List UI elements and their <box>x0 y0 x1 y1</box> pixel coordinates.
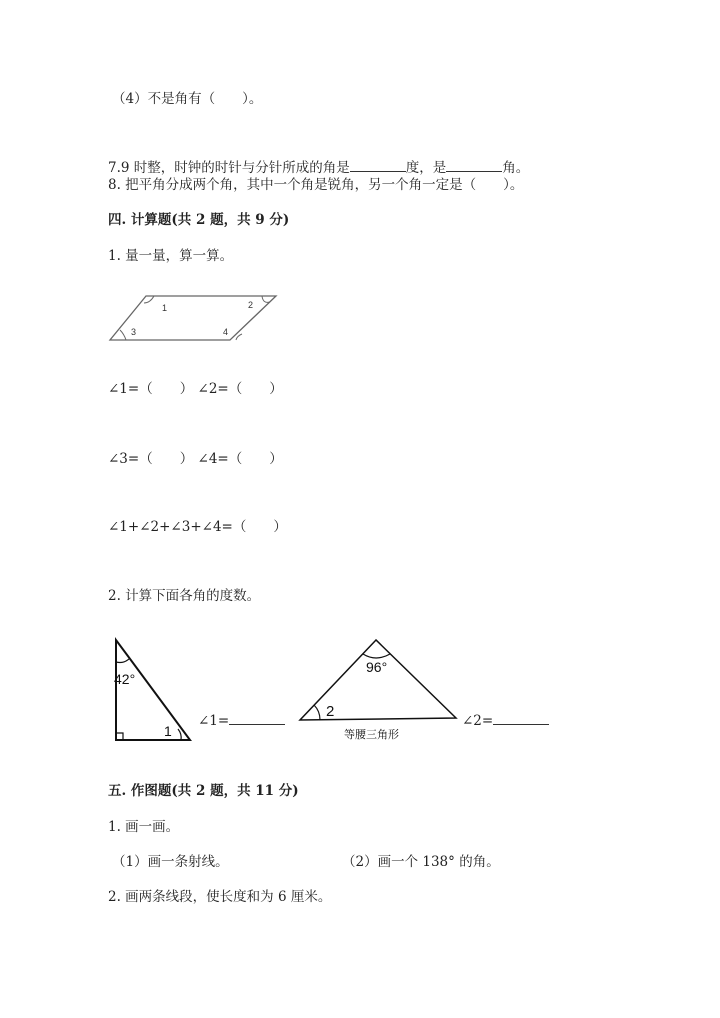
isosceles-caption: 等腰三角形 <box>344 728 399 741</box>
triangle-2-angle-label: 2 <box>326 703 335 720</box>
angle-answer-line-2: ∠3=（ ） ∠4=（ ） <box>108 451 283 467</box>
angle-4-arc <box>236 334 242 340</box>
angle-42-label: 42° <box>114 671 136 687</box>
answer-blank-angle-type[interactable] <box>446 157 502 172</box>
question-7-part-a: 7.9 时整，时钟的时针与分针所成的角是 <box>108 160 350 176</box>
angle-sum-line: ∠1+∠2+∠3+∠4=（ ） <box>108 519 287 535</box>
draw-2-title: 2. 画两条线段，使长度和为 6 厘米。 <box>108 889 332 905</box>
angle-96-label: 96° <box>366 659 388 675</box>
angle-2-arc-triangle <box>314 705 320 720</box>
answer-angle-1 <box>198 710 285 730</box>
parallelogram-figure <box>100 288 285 348</box>
section-5-heading: 五. 作图题(共 2 题，共 11 分) <box>108 783 299 799</box>
question-8-text: 8. 把平角分成两个角，其中一个角是锐角，另一个角一定是（ ）。 <box>108 177 524 193</box>
right-triangle-figure <box>108 632 198 744</box>
angle-1-arc-triangle <box>178 729 181 740</box>
answer-angle-2-label: ∠2= <box>462 713 494 729</box>
draw-1-title: 1. 画一画。 <box>108 819 180 835</box>
angle-3-label: 3 <box>131 327 137 337</box>
right-angle-mark <box>116 733 123 740</box>
question-7 <box>108 157 529 177</box>
angle-1-label: 1 <box>162 303 168 313</box>
triangle-1-angle-label: 1 <box>164 723 172 739</box>
draw-1-part-1: （1）画一条射线。 <box>112 854 229 870</box>
angle-4-label: 4 <box>223 327 229 337</box>
question-4-text: （4）不是角有（ ）。 <box>112 91 263 107</box>
angle-answer-line-1: ∠1=（ ） ∠2=（ ） <box>108 381 283 397</box>
isosceles-triangle-figure <box>296 632 466 744</box>
angle-2-label: 2 <box>248 300 254 310</box>
calc-1-title: 1. 量一量，算一算。 <box>108 248 234 264</box>
angle-42-arc <box>116 658 130 663</box>
isosceles-triangle-shape <box>300 640 456 720</box>
draw-1-part-2: （2）画一个 138° 的角。 <box>342 854 500 870</box>
answer-blank-angle-2[interactable] <box>493 710 549 725</box>
angle-96-arc <box>363 654 390 658</box>
answer-blank-degrees[interactable] <box>350 157 406 172</box>
answer-angle-2 <box>462 710 549 730</box>
answer-blank-angle-1[interactable] <box>229 710 285 725</box>
question-7-part-c: 角。 <box>502 160 530 176</box>
angle-3-arc <box>120 330 126 340</box>
right-triangle-shape <box>116 640 190 740</box>
calc-2-title: 2. 计算下面各角的度数。 <box>108 588 261 604</box>
section-4-heading: 四. 计算题(共 2 题，共 9 分) <box>108 212 290 228</box>
answer-angle-1-label: ∠1= <box>198 713 230 729</box>
angle-2-arc <box>262 296 270 302</box>
question-7-part-b: 度，是 <box>405 160 447 176</box>
